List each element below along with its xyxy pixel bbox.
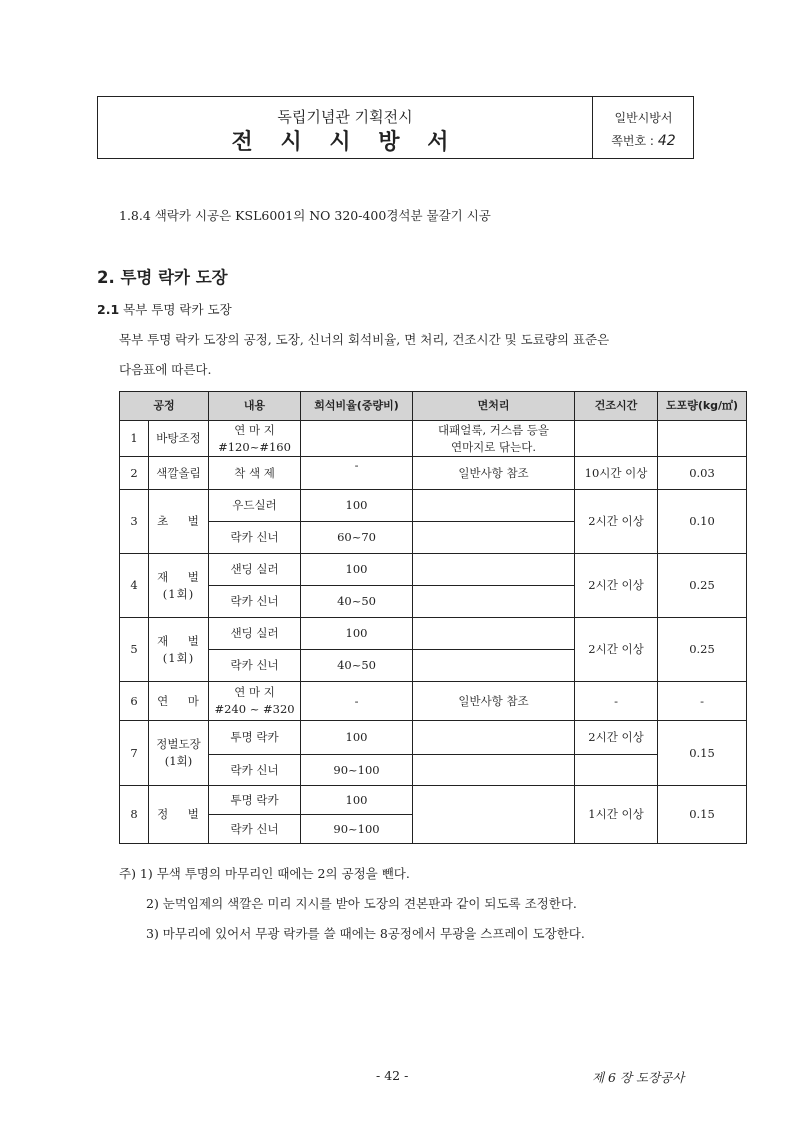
note-3: 3) 마무리에 있어서 무광 락카를 쓸 때에는 8공정에서 무광을 스프레이 도장한다.: [146, 926, 585, 941]
table-header-row: [120, 392, 747, 421]
coating-spec-table: [119, 391, 747, 844]
header-info-cell: [594, 97, 693, 158]
amount-cell: 0.15: [658, 786, 747, 844]
table-row: [120, 618, 747, 650]
content-cell: 락카 신너: [209, 815, 301, 844]
ratio-cell: 90~100: [301, 815, 413, 844]
table-row: [120, 682, 747, 721]
process-name: 정 벌: [149, 786, 209, 844]
surface-cell: [413, 554, 575, 586]
amount-cell: [658, 421, 747, 457]
dry-time-cell: 10시간 이상: [575, 457, 658, 490]
dry-time-cell: 2시간 이상: [575, 618, 658, 682]
content-cell: 샌딩 실러: [209, 554, 301, 586]
ratio-cell: [301, 421, 413, 457]
dry-time-cell: 2시간 이상: [575, 490, 658, 554]
content-cell: 투명 락카: [209, 786, 301, 815]
row-number: 2: [120, 457, 149, 490]
header-amount: 도포량(kg/㎡): [658, 392, 747, 421]
row-number: 1: [120, 421, 149, 457]
content-cell: 락카 신너: [209, 522, 301, 554]
amount-cell: -: [658, 682, 747, 721]
header-subtitle: 독립기념관 기획전시: [277, 108, 413, 126]
subsection-label: 목부 투명 락카 도장: [119, 302, 232, 317]
ratio-cell: 40~50: [301, 650, 413, 682]
ratio-cell: 90~100: [301, 755, 413, 786]
surface-cell: 대패얼룩, 거스름 등을 연마지로 닦는다.: [413, 421, 575, 457]
footer-chapter: 제 6 장 도장공사: [592, 1070, 685, 1085]
surface-cell: [413, 586, 575, 618]
content-cell: 착 색 제: [209, 457, 301, 490]
dry-time-cell: 2시간 이상: [575, 721, 658, 755]
dry-time-cell: 2시간 이상: [575, 554, 658, 618]
row-number: 6: [120, 682, 149, 721]
document-header: [97, 96, 694, 159]
content-cell: 락카 신너: [209, 650, 301, 682]
ratio-cell: 100: [301, 721, 413, 755]
header-dry-time: 건조시간: [575, 392, 658, 421]
process-name: 바탕조정: [149, 421, 209, 457]
content-cell: 투명 락카: [209, 721, 301, 755]
amount-cell: 0.10: [658, 490, 747, 554]
header-process: 공정: [120, 392, 209, 421]
table-row: [120, 490, 747, 522]
table-row: [120, 755, 747, 786]
ratio-cell: -: [301, 457, 413, 490]
intro-line-1: 목부 투명 락카 도장의 공정, 도장, 신너의 회석비율, 면 처리, 건조시간 및 도료량의 표준은: [119, 332, 610, 347]
dry-time-cell: [575, 755, 658, 786]
table-row: [120, 786, 747, 815]
surface-cell: [413, 618, 575, 650]
content-cell: 연 마 지 #240 ~ #320: [209, 682, 301, 721]
amount-cell: 0.25: [658, 618, 747, 682]
header-page-value: 42: [657, 133, 676, 149]
footer-page-number: - 42 -: [376, 1068, 409, 1083]
process-name: 연 마: [149, 682, 209, 721]
content-cell: 락카 신너: [209, 586, 301, 618]
amount-cell: 0.15: [658, 721, 747, 786]
header-doc-type: 일반시방서: [614, 111, 673, 125]
surface-cell: [413, 650, 575, 682]
ratio-cell: 100: [301, 618, 413, 650]
ratio-cell: 40~50: [301, 586, 413, 618]
process-name: 색깔올림: [149, 457, 209, 490]
surface-cell: [413, 522, 575, 554]
header-page-label: 쪽번호 :: [611, 134, 654, 148]
row-number: 7: [120, 721, 149, 786]
ratio-cell: -: [301, 682, 413, 721]
note-1: 주) 1) 무색 투명의 마무리인 때에는 2의 공정을 뺀다.: [119, 866, 410, 881]
subsection-number: 2.1: [97, 302, 120, 317]
table-row: [120, 721, 747, 755]
surface-cell: 일반사항 참조: [413, 457, 575, 490]
ratio-cell: 100: [301, 786, 413, 815]
table-row: [120, 421, 747, 457]
content-cell: 연 마 지 #120~#160: [209, 421, 301, 457]
subsection-title: [97, 300, 232, 318]
process-name: 정벌도장 (1회): [149, 721, 209, 786]
ratio-cell: 100: [301, 554, 413, 586]
content-cell: 우드실러: [209, 490, 301, 522]
note-2: 2) 눈먹임제의 색깔은 미리 지시를 받아 도장의 견본판과 같이 되도록 조정한다.: [146, 896, 577, 911]
intro-line-2: 다음표에 따른다.: [119, 362, 212, 377]
dry-time-cell: -: [575, 682, 658, 721]
amount-cell: 0.03: [658, 457, 747, 490]
surface-cell: [413, 755, 575, 786]
table-row: [120, 554, 747, 586]
table-row: [120, 457, 747, 490]
amount-cell: 0.25: [658, 554, 747, 618]
header-surface: 면처리: [413, 392, 575, 421]
dry-time-cell: [575, 421, 658, 457]
content-cell: 샌딩 실러: [209, 618, 301, 650]
surface-cell: [413, 721, 575, 755]
ratio-cell: 100: [301, 490, 413, 522]
header-title: 전 시 시 방 서: [231, 130, 459, 155]
paragraph-1-8-4: 1.8.4 색락카 시공은 KSL6001의 NO 320-400경석분 물갈기 시공: [119, 208, 491, 223]
process-name: 재 벌 (1회): [149, 618, 209, 682]
header-content: 내용: [209, 392, 301, 421]
dry-time-cell: 1시간 이상: [575, 786, 658, 844]
content-cell: 락카 신너: [209, 755, 301, 786]
header-ratio: 희석비율(중량비): [301, 392, 413, 421]
row-number: 3: [120, 490, 149, 554]
header-page-number: [594, 132, 693, 149]
row-number: 4: [120, 554, 149, 618]
process-name: 재 벌 (1회): [149, 554, 209, 618]
row-number: 5: [120, 618, 149, 682]
row-number: 8: [120, 786, 149, 844]
ratio-cell: 60~70: [301, 522, 413, 554]
surface-cell: [413, 786, 575, 844]
surface-cell: [413, 490, 575, 522]
section-title: 2. 투명 락카 도장: [97, 268, 228, 287]
header-title-cell: [98, 97, 593, 158]
process-name: 초 벌: [149, 490, 209, 554]
surface-cell: 일반사항 참조: [413, 682, 575, 721]
